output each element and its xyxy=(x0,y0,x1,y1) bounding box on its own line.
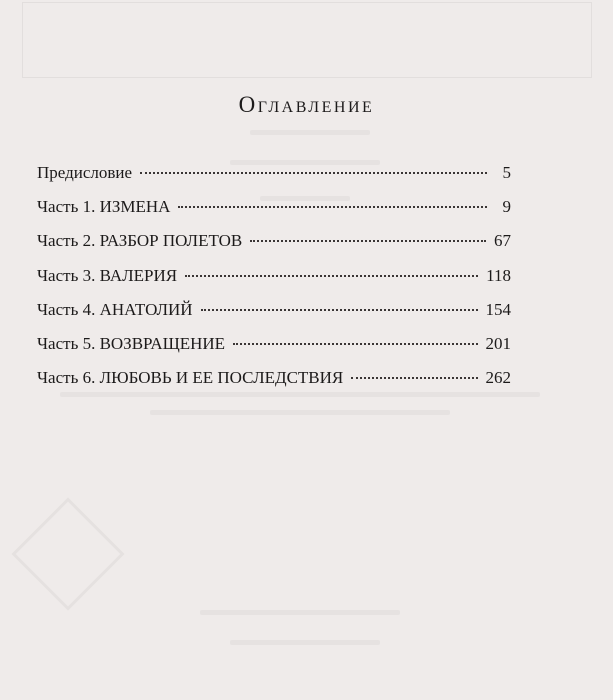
dot-leader xyxy=(201,309,478,311)
toc-entry-label: Часть 6. ЛЮБОВЬ И ЕЕ ПОСЛЕДСТВИЯ xyxy=(37,368,344,388)
toc-entry-page: 154 xyxy=(485,299,511,319)
toc-entry-label: Часть 4. АНАТОЛИЙ xyxy=(37,299,193,319)
toc-entry[interactable] xyxy=(37,160,511,194)
dot-leader xyxy=(185,275,478,277)
dot-leader xyxy=(250,240,486,242)
toc-entry[interactable] xyxy=(37,194,511,228)
bleed-through-frame xyxy=(22,2,592,78)
toc-entry-page: 5 xyxy=(502,163,511,182)
bleed-through-line xyxy=(230,640,380,645)
toc-entry-label: Часть 3. ВАЛЕРИЯ xyxy=(37,265,178,285)
dot-leader xyxy=(178,206,487,208)
dot-leader xyxy=(140,172,487,174)
dot-leader xyxy=(233,343,477,345)
toc-title: Оглавление xyxy=(238,92,375,117)
table-of-contents xyxy=(37,160,511,399)
toc-entry-label: Часть 2. РАЗБОР ПОЛЕТОВ xyxy=(37,231,243,251)
bleed-through-age-badge xyxy=(11,497,124,610)
bleed-through-line xyxy=(150,410,450,415)
toc-entry[interactable] xyxy=(37,297,511,331)
toc-entry-page: 9 xyxy=(502,197,511,217)
bleed-through-line xyxy=(200,610,400,615)
toc-entry-page: 118 xyxy=(486,265,511,285)
toc-entry[interactable] xyxy=(37,331,511,365)
toc-entry-label: Часть 5. ВОЗВРАЩЕНИЕ xyxy=(37,333,226,353)
bleed-through-line xyxy=(250,130,370,135)
toc-entry-page: 201 xyxy=(485,333,511,353)
toc-entry[interactable] xyxy=(37,228,511,262)
toc-entry-label: Предисловие xyxy=(37,163,133,182)
toc-entry-label: Часть 1. ИЗМЕНА xyxy=(37,197,171,217)
toc-entry[interactable] xyxy=(37,263,511,297)
toc-entry-page: 262 xyxy=(485,368,511,388)
toc-entry-page: 67 xyxy=(494,231,511,251)
toc-entry[interactable] xyxy=(37,365,511,399)
dot-leader xyxy=(351,377,477,379)
